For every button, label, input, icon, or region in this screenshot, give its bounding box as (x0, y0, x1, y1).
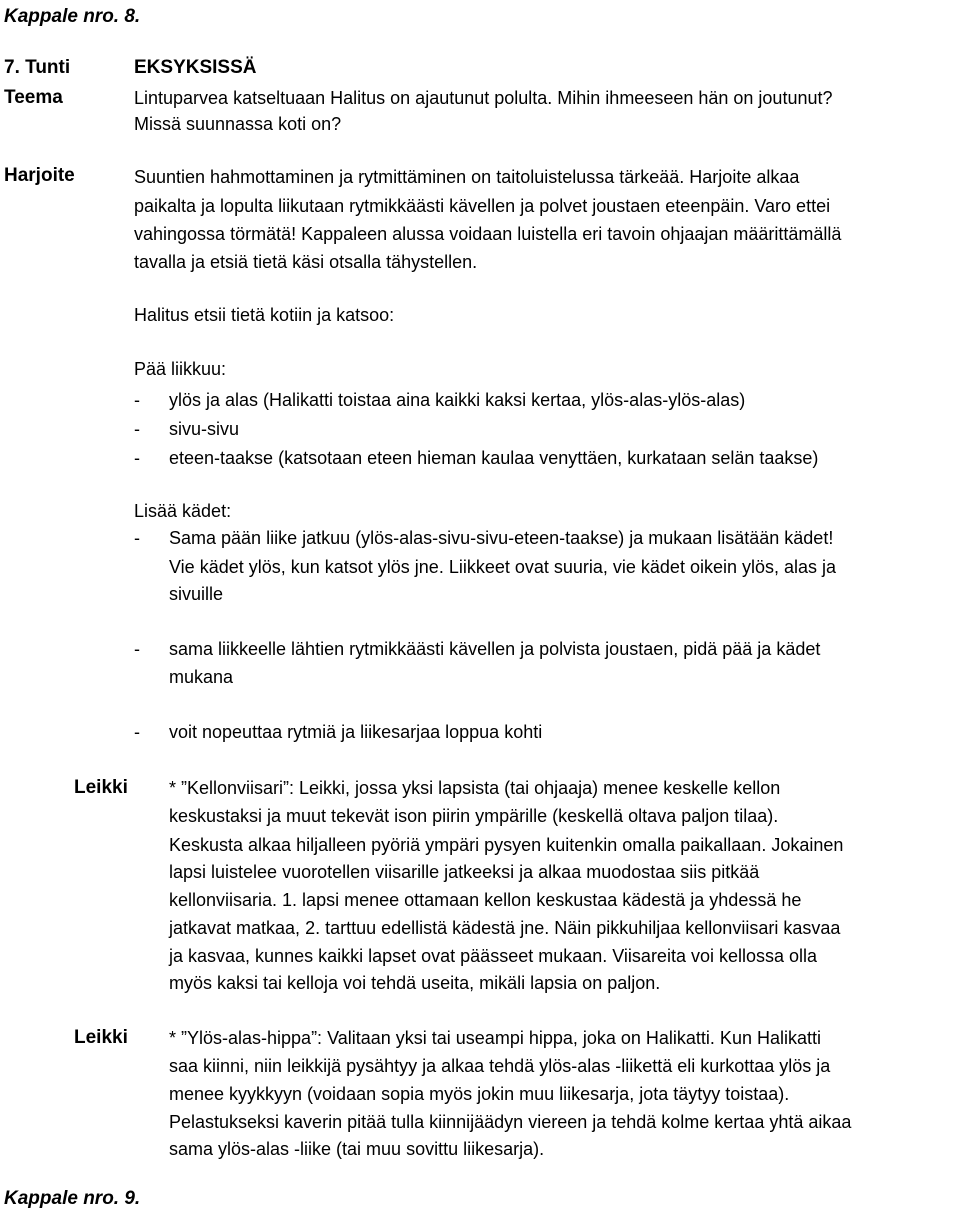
exercise-text-line: tavalla ja etsiä tietä käsi otsalla tähystellen. (134, 252, 478, 272)
game-text-line: * ”Kellonviisari”: Leikki, jossa yksi lapsista (tai ohjaaja) menee keskelle kellon (169, 778, 781, 798)
game-text-line: menee kyykkyyn (voidaan sopia myös jokin muu liikesarja, jota täytyy toistaa). (169, 1084, 790, 1104)
game-text-line: jatkavat matkaa, 2. tarttuu edellistä kädestä jne. Näin pikkuhiljaa kellonviisari kasvaa (169, 918, 841, 938)
hands-item-line: Vie kädet ylös, kun katsot ylös jne. Liikkeet ovat suuria, vie kädet oikein ylös, alas ja (169, 557, 837, 577)
game-text-line: Pelastukseksi kaverin pitää tulla kiinnijäädyn viereen ja tehdä kolme kertaa yhtä aikaa (169, 1112, 852, 1132)
game-text-line: kellonviisaria. 1. lapsi menee ottamaan kellon keskustaa kädestä ja yhdessä he (169, 890, 802, 910)
list-bullet: - (134, 390, 140, 410)
page-header-top: Kappale nro. 8. (4, 6, 141, 27)
lesson-number: 7. Tunti (4, 57, 71, 78)
game-text-line: myös kaksi tai kelloja voi tehdä useita, mikäli lapsia on paljon. (169, 973, 661, 993)
exercise-text-line: paikalta ja lopulta liikutaan rytmikkäästi kävellen ja polvet joustaen eteenpäin. Varo ettei (134, 196, 831, 216)
intro-text: Halitus etsii tietä kotiin ja katsoo: (134, 305, 395, 325)
list-bullet: - (134, 419, 140, 439)
theme-text-line: Lintuparvea katseltuaan Halitus on ajautunut polulta. Mihin ihmeeseen hän on joutunut? (134, 88, 833, 108)
theme-text-line: Missä suunnassa koti on? (134, 114, 342, 134)
speed-item: voit nopeuttaa rytmiä ja liikesarjaa loppua kohti (169, 722, 543, 742)
game-label: Leikki (74, 777, 128, 798)
hands-item-line: sivuille (169, 584, 224, 604)
hands-item-line: Sama pään liike jatkuu (ylös-alas-sivu-sivu-eteen-taakse) ja mukaan lisätään kädet! (169, 528, 834, 548)
walk-item-line: sama liikkeelle lähtien rytmikkäästi kävellen ja polvista joustaen, pidä pää ja kädet (169, 639, 821, 659)
walk-item-line: mukana (169, 667, 234, 687)
exercise-text-line: vahingossa törmätä! Kappaleen alussa voidaan luistella eri tavoin ohjaajan määrittämällä (134, 224, 842, 244)
game-text-line: * ”Ylös-alas-hippa”: Valitaan yksi tai useampi hippa, joka on Halikatti. Kun Halikatti (169, 1028, 821, 1048)
list-bullet: - (134, 448, 140, 468)
game-text-line: keskustaksi ja muut tekevät ison piirin ympärille (keskellä oltava paljon tilaa). (169, 806, 779, 826)
exercise-label: Harjoite (4, 165, 75, 186)
theme-label: Teema (4, 87, 63, 108)
game-text-line: ja kasvaa, kunnes kaikki lapset ovat päässeet mukaan. Viisareita voi kellossa olla (169, 946, 818, 966)
game-text-line: Keskusta alkaa hiljalleen pyöriä ympäri pysyen kuitenkin omalla paikallaan. Jokainen (169, 835, 844, 855)
list-bullet: - (134, 528, 140, 548)
head-list-item: ylös ja alas (Halikatti toistaa aina kaikki kaksi kertaa, ylös-alas-ylös-alas) (169, 390, 746, 410)
game-text-line: saa kiinni, niin leikkijä pysähtyy ja alkaa tehdä ylös-alas -liikettä eli kurkottaa ylös ja (169, 1056, 831, 1076)
game-label: Leikki (74, 1027, 128, 1048)
head-list-item: sivu-sivu (169, 419, 240, 439)
head-list-item: eteen-taakse (katsotaan eteen hieman kaulaa venyttäen, kurkataan selän taakse) (169, 448, 819, 468)
list-bullet: - (134, 722, 140, 742)
head-heading: Pää liikkuu: (134, 359, 227, 379)
hands-heading: Lisää kädet: (134, 501, 232, 521)
exercise-text-line: Suuntien hahmottaminen ja rytmittäminen on taitoluistelussa tärkeää. Harjoite alkaa (134, 167, 800, 187)
page-header-bottom: Kappale nro. 9. (4, 1188, 141, 1209)
game-text-line: sama ylös-alas -liike (tai muu sovittu liikesarja). (169, 1139, 545, 1159)
game-text-line: lapsi luistelee vuorotellen viisarille jatkeeksi ja alkaa muodostaa siis pitkää (169, 862, 760, 882)
list-bullet: - (134, 639, 140, 659)
lesson-title: EKSYKSISSÄ (134, 57, 257, 78)
